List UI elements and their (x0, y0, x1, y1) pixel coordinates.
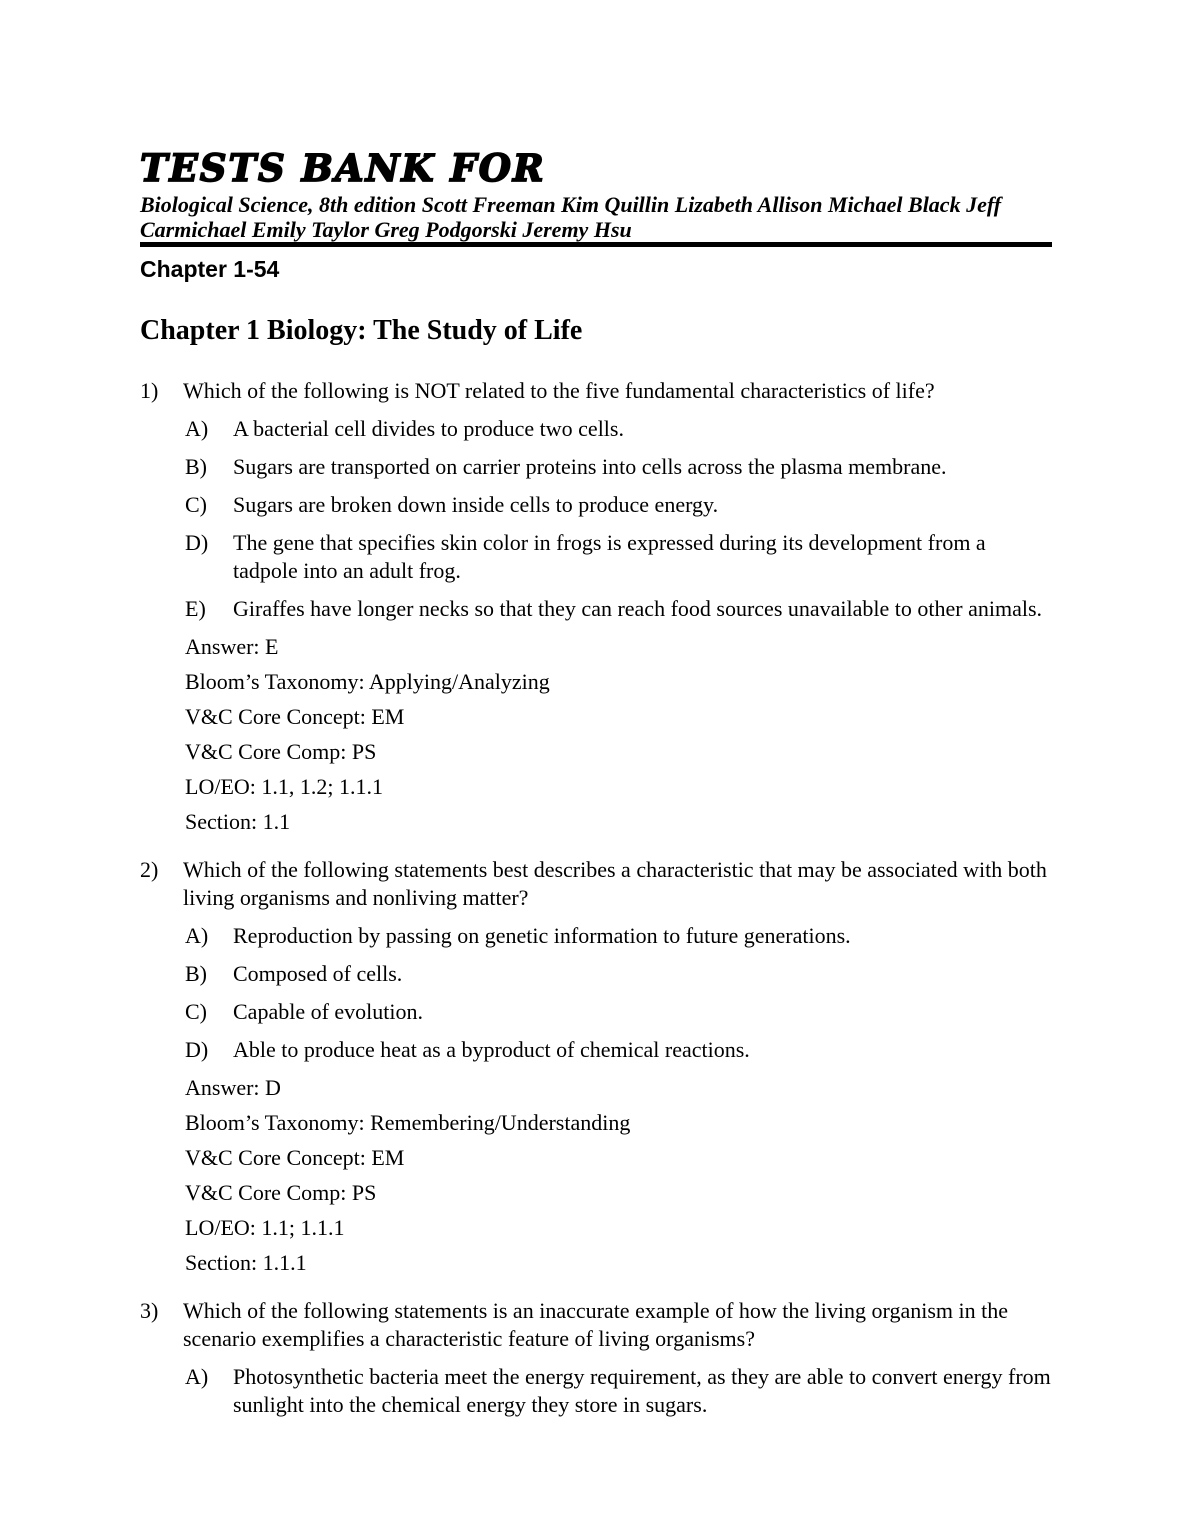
tests-bank-title: TESTS BANK FOR (140, 146, 546, 190)
meta-line: Bloom’s Taxonomy: Applying/Analyzing (185, 669, 550, 694)
meta-list (185, 1074, 1052, 1277)
question-number: 3) (140, 1298, 159, 1323)
options-list (140, 922, 1052, 1064)
option-letter: C) (185, 492, 207, 517)
option-row (185, 491, 1052, 519)
meta-line: Answer: D (185, 1075, 281, 1100)
option-row (185, 960, 1052, 988)
question-block (140, 377, 1052, 836)
chapter-range: Chapter 1-54 (140, 256, 280, 282)
question-row (140, 1297, 1052, 1353)
meta-line: Answer: E (185, 634, 279, 659)
option-letter: D) (185, 1037, 209, 1062)
option-letter: A) (185, 923, 209, 948)
question-block (140, 856, 1052, 1277)
chapter-title: Chapter 1 Biology: The Study of Life (140, 315, 583, 346)
option-letter: A) (185, 1364, 209, 1389)
option-row (185, 1036, 1052, 1064)
option-row (185, 595, 1052, 623)
option-text: Reproduction by passing on genetic information to future generations. (233, 923, 851, 948)
question-number: 2) (140, 857, 159, 882)
book-author-block (140, 192, 1052, 247)
option-text: A bacterial cell divides to produce two cells. (233, 416, 624, 441)
option-text: Able to produce heat as a byproduct of chemical reactions. (233, 1037, 750, 1062)
option-row (185, 922, 1052, 950)
option-row (185, 453, 1052, 481)
option-letter: E) (185, 596, 206, 621)
option-text: Giraffes have longer necks so that they can reach food sources unavailable to other animals. (233, 596, 1043, 621)
question-text: Which of the following statements best describes a characteristic that may be associated with both living organisms and nonliving matter? (183, 857, 1047, 910)
question-row (140, 856, 1052, 912)
option-text: Capable of evolution. (233, 999, 424, 1024)
option-text: Sugars are broken down inside cells to produce energy. (233, 492, 719, 517)
document-header (140, 148, 1052, 283)
option-text: Photosynthetic bacteria meet the energy requirement, as they are able to convert energy from sunlight into the chemical energy they store in sugars. (233, 1364, 1051, 1417)
option-letter: D) (185, 530, 209, 555)
meta-list (185, 633, 1052, 836)
question-text: Which of the following is NOT related to the five fundamental characteristics of life? (183, 378, 935, 403)
book-author-line-1: Biological Science, 8th edition Scott Freeman Kim Quillin Lizabeth Allison Michael Black Jeff (140, 192, 1002, 217)
option-text: The gene that specifies skin color in frogs is expressed during its development from a tadpole into an adult frog. (233, 530, 986, 583)
meta-line: Section: 1.1 (185, 809, 291, 834)
question-number: 1) (140, 378, 159, 403)
meta-line: V&C Core Concept: EM (185, 1145, 405, 1170)
option-row (185, 415, 1052, 443)
book-author-line-2: Carmichael Emily Taylor Greg Podgorski Jeremy Hsu (140, 217, 632, 242)
option-row (185, 1363, 1052, 1419)
option-letter: B) (185, 961, 207, 986)
question-block (140, 1297, 1052, 1419)
options-list (140, 415, 1052, 623)
options-list (140, 1363, 1052, 1419)
option-letter: C) (185, 999, 207, 1024)
question-text: Which of the following statements is an inaccurate example of how the living organism in the scenario exemplifies a characteristic feature of living organisms? (183, 1298, 1008, 1351)
meta-line: V&C Core Comp: PS (185, 1180, 377, 1205)
meta-line: V&C Core Concept: EM (185, 704, 405, 729)
option-row (185, 998, 1052, 1026)
meta-line: Bloom’s Taxonomy: Remembering/Understanding (185, 1110, 631, 1135)
meta-line: V&C Core Comp: PS (185, 739, 377, 764)
option-letter: A) (185, 416, 209, 441)
questions-list (140, 377, 1052, 1419)
option-text: Composed of cells. (233, 961, 403, 986)
question-row (140, 377, 1052, 405)
meta-line: LO/EO: 1.1; 1.1.1 (185, 1215, 345, 1240)
meta-line: Section: 1.1.1 (185, 1250, 307, 1275)
option-text: Sugars are transported on carrier proteins into cells across the plasma membrane. (233, 454, 947, 479)
meta-line: LO/EO: 1.1, 1.2; 1.1.1 (185, 774, 383, 799)
option-letter: B) (185, 454, 207, 479)
option-row (185, 529, 1052, 585)
